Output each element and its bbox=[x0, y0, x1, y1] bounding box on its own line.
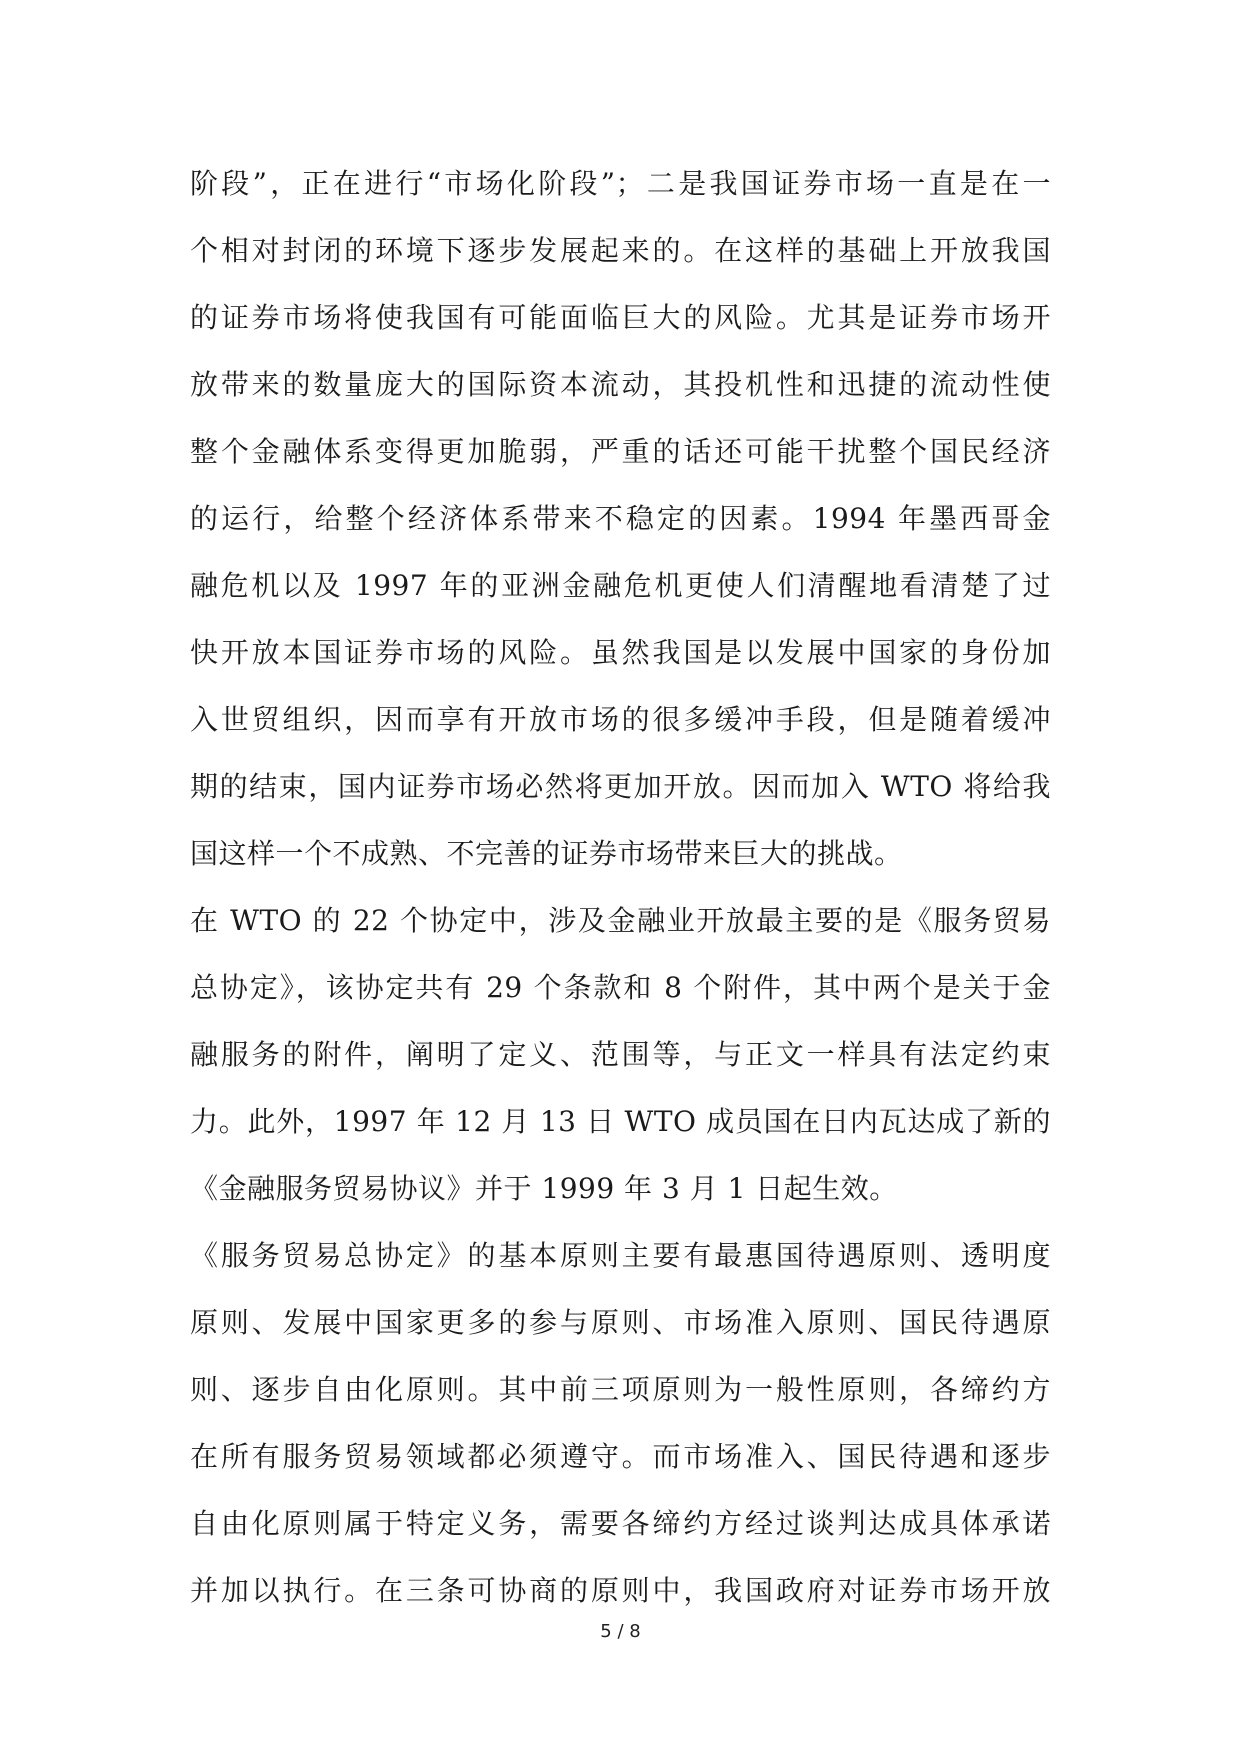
page-number: 5 / 8 bbox=[600, 1621, 641, 1642]
text-line: 放带来的数量庞大的国际资本流动，其投机性和迅捷的流动性使 bbox=[190, 368, 1051, 401]
text-line: 《服务贸易总协定》的基本原则主要有最惠国待遇原则、透明度 bbox=[190, 1239, 1051, 1272]
text-line: 的运行，给整个经济体系带来不稳定的因素。1994 年墨西哥金 bbox=[190, 502, 1051, 535]
text-line: 阶段”，正在进行“市场化阶段”；二是我国证券市场一直是在一 bbox=[190, 167, 1051, 200]
text-line: 的证券市场将使我国有可能面临巨大的风险。尤其是证券市场开 bbox=[190, 301, 1051, 334]
text-line: 入世贸组织，因而享有开放市场的很多缓冲手段，但是随着缓冲 bbox=[190, 703, 1051, 736]
text-line: 国这样一个不成熟、不完善的证券市场带来巨大的挑战。 bbox=[190, 837, 903, 870]
text-line: 个相对封闭的环境下逐步发展起来的。在这样的基础上开放我国 bbox=[190, 234, 1051, 267]
text-line: 融服务的附件，阐明了定义、范围等，与正文一样具有法定约束 bbox=[190, 1038, 1051, 1071]
text-line: 快开放本国证券市场的风险。虽然我国是以发展中国家的身份加 bbox=[190, 636, 1051, 669]
text-line: 则、逐步自由化原则。其中前三项原则为一般性原则，各缔约方 bbox=[190, 1373, 1051, 1406]
text-line: 融危机以及 1997 年的亚洲金融危机更使人们清醒地看清楚了过 bbox=[190, 569, 1051, 602]
text-line: 在 WTO 的 22 个协定中，涉及金融业开放最主要的是《服务贸易 bbox=[190, 904, 1051, 937]
text-line: 并加以执行。在三条可协商的原则中，我国政府对证券市场开放 bbox=[190, 1574, 1051, 1607]
text-line: 在所有服务贸易领域都必须遵守。而市场准入、国民待遇和逐步 bbox=[190, 1440, 1051, 1473]
text-line: 原则、发展中国家更多的参与原则、市场准入原则、国民待遇原 bbox=[190, 1306, 1051, 1339]
text-line: 整个金融体系变得更加脆弱，严重的话还可能干扰整个国民经济 bbox=[190, 435, 1051, 468]
text-line: 总协定》，该协定共有 29 个条款和 8 个附件，其中两个是关于金 bbox=[190, 971, 1051, 1004]
text-line: 《金融服务贸易协议》并于 1999 年 3 月 1 日起生效。 bbox=[190, 1172, 898, 1205]
text-line: 期的结束，国内证券市场必然将更加开放。因而加入 WTO 将给我 bbox=[190, 770, 1051, 803]
text-line: 力。此外，1997 年 12 月 13 日 WTO 成员国在日内瓦达成了新的 bbox=[190, 1105, 1051, 1138]
body-text bbox=[190, 150, 1051, 1624]
text-line: 自由化原则属于特定义务，需要各缔约方经过谈判达成具体承诺 bbox=[190, 1507, 1051, 1540]
